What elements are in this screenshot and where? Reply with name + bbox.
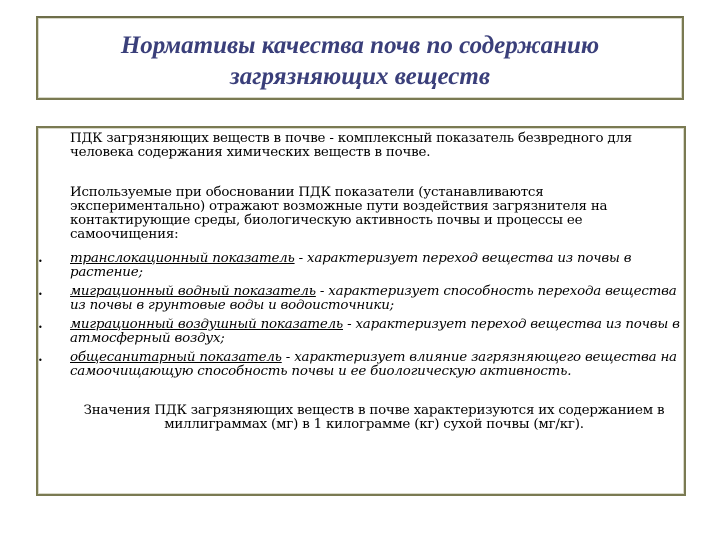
bullet-icon: • bbox=[38, 323, 43, 332]
indicator-list bbox=[38, 252, 686, 384]
indicator-text bbox=[70, 285, 682, 313]
bullet-icon: • bbox=[38, 257, 43, 266]
indicator-text bbox=[70, 252, 682, 280]
definition-paragraph: ПДК загрязняющих веществ в почве - комплексный показатель безвредного для человека содержания химических веществ в почве. bbox=[70, 131, 633, 160]
list-item bbox=[38, 285, 686, 318]
slide-title: Нормативы качества почв по содержанию загрязняющих веществ bbox=[120, 32, 600, 90]
title-box bbox=[36, 16, 684, 100]
indicator-term: транслокационный показатель bbox=[70, 251, 295, 266]
conclusion-paragraph: Значения ПДК загрязняющих веществ в почве характеризуются их содержанием в миллиграммах (мг) в 1 килограмме (кг) сухой почвы (мг/кг). bbox=[83, 403, 665, 432]
indicator-description: - характеризует влияние загрязняющего вещества на самоочищающую способность почвы и ее биологическую активность. bbox=[70, 350, 677, 379]
intro-paragraph: Используемые при обосновании ПДК показатели (устанавливаются экспериментально) отражают возможные пути воздействия загрязнителя на контактирующие среды, биологическую активность почвы и процессы ее самоочищения: bbox=[70, 185, 608, 242]
bullet-icon: • bbox=[38, 356, 43, 365]
indicator-term: миграционный воздушный показатель bbox=[70, 317, 344, 332]
indicator-description: - характеризует переход вещества из почвы в атмосферный воздух; bbox=[70, 317, 680, 346]
list-item bbox=[38, 318, 686, 351]
content-box bbox=[36, 126, 686, 496]
indicator-description: - характеризует способность перехода вещества из почвы в грунтовые воды и водоисточники; bbox=[70, 284, 677, 313]
indicator-term: общесанитарный показатель bbox=[70, 350, 282, 365]
list-item bbox=[38, 351, 686, 384]
indicator-text bbox=[70, 351, 682, 379]
indicator-term: миграционный водный показатель bbox=[70, 284, 316, 299]
bullet-icon: • bbox=[38, 290, 43, 299]
indicator-text bbox=[70, 318, 682, 346]
indicator-description: - характеризует переход вещества из почвы в растение; bbox=[70, 251, 632, 280]
list-item bbox=[38, 252, 686, 285]
